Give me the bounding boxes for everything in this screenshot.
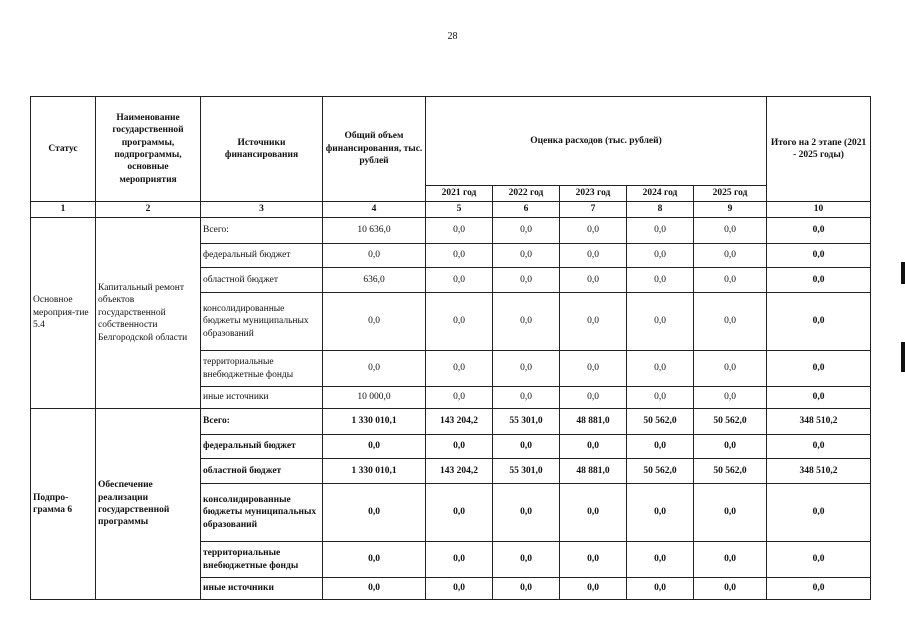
funding-source: областной бюджет — [201, 459, 323, 484]
year-amount: 0,0 — [694, 435, 767, 459]
year-amount: 0,0 — [426, 218, 493, 244]
year-amount: 0,0 — [560, 218, 627, 244]
year-amount: 50 562,0 — [694, 409, 767, 435]
year-amount: 0,0 — [694, 218, 767, 244]
column-index: 9 — [694, 202, 767, 218]
total-amount: 636,0 — [323, 268, 426, 293]
total-amount: 0,0 — [323, 542, 426, 578]
column-index: 8 — [627, 202, 694, 218]
funding-source: консолидированные бюджеты муниципальных образований — [201, 293, 323, 351]
year-amount: 0,0 — [493, 218, 560, 244]
header-year: 2025 год — [694, 186, 767, 202]
funding-source: Всего: — [201, 218, 323, 244]
year-amount: 0,0 — [493, 293, 560, 351]
column-index: 6 — [493, 202, 560, 218]
year-amount: 0,0 — [694, 484, 767, 542]
header-total: Общий объем финансирования, тыс. рублей — [323, 97, 426, 202]
itogo-amount: 348 510,2 — [767, 409, 871, 435]
year-amount: 0,0 — [560, 244, 627, 268]
year-amount: 0,0 — [694, 387, 767, 409]
scan-edge-mark — [901, 342, 905, 372]
funding-source: иные источники — [201, 387, 323, 409]
year-amount: 143 204,2 — [426, 459, 493, 484]
itogo-amount: 0,0 — [767, 435, 871, 459]
status-cell: Основное мероприя-тие 5.4 — [31, 218, 96, 409]
funding-source: федеральный бюджет — [201, 244, 323, 268]
itogo-amount: 0,0 — [767, 218, 871, 244]
year-amount: 0,0 — [493, 351, 560, 387]
year-amount: 0,0 — [694, 542, 767, 578]
column-index: 1 — [31, 202, 96, 218]
funding-source: областной бюджет — [201, 268, 323, 293]
total-amount: 1 330 010,1 — [323, 459, 426, 484]
scan-edge-mark — [901, 262, 905, 284]
header-name: Наименование государственной программы, подпрограммы, основные мероприятия — [96, 97, 201, 202]
total-amount: 10 000,0 — [323, 387, 426, 409]
year-amount: 0,0 — [560, 578, 627, 600]
total-amount: 0,0 — [323, 244, 426, 268]
year-amount: 0,0 — [627, 542, 694, 578]
financing-table — [30, 96, 871, 600]
program-name-cell: Капитальный ремонт объектов государственной собственности Белгородской области — [96, 218, 201, 409]
year-amount: 0,0 — [560, 435, 627, 459]
year-amount: 0,0 — [493, 244, 560, 268]
itogo-amount: 0,0 — [767, 542, 871, 578]
table-row — [31, 409, 871, 435]
year-amount: 50 562,0 — [627, 409, 694, 435]
year-amount: 0,0 — [493, 435, 560, 459]
column-index: 4 — [323, 202, 426, 218]
year-amount: 0,0 — [426, 542, 493, 578]
year-amount: 0,0 — [560, 351, 627, 387]
header-sources: Источники финансирования — [201, 97, 323, 202]
year-amount: 0,0 — [560, 293, 627, 351]
year-amount: 143 204,2 — [426, 409, 493, 435]
year-amount: 0,0 — [426, 387, 493, 409]
year-amount: 0,0 — [493, 578, 560, 600]
year-amount: 0,0 — [426, 351, 493, 387]
program-name-cell: Обеспечение реализации государственной программы — [96, 409, 201, 600]
year-amount: 50 562,0 — [627, 459, 694, 484]
header-status: Статус — [31, 97, 96, 202]
year-amount: 0,0 — [493, 484, 560, 542]
column-index: 3 — [201, 202, 323, 218]
year-amount: 0,0 — [694, 293, 767, 351]
total-amount: 0,0 — [323, 293, 426, 351]
year-amount: 48 881,0 — [560, 459, 627, 484]
total-amount: 10 636,0 — [323, 218, 426, 244]
page-number: 28 — [447, 31, 458, 42]
year-amount: 0,0 — [694, 351, 767, 387]
header-year: 2023 год — [560, 186, 627, 202]
itogo-amount: 0,0 — [767, 484, 871, 542]
year-amount: 0,0 — [426, 484, 493, 542]
itogo-amount: 0,0 — [767, 387, 871, 409]
year-amount: 0,0 — [426, 268, 493, 293]
table-body — [31, 202, 871, 600]
total-amount: 0,0 — [323, 484, 426, 542]
year-amount: 55 301,0 — [493, 409, 560, 435]
status-cell: Подпро-грамма 6 — [31, 409, 96, 600]
year-amount: 0,0 — [627, 244, 694, 268]
year-amount: 0,0 — [627, 435, 694, 459]
funding-source: территориальные внебюджетные фонды — [201, 351, 323, 387]
year-amount: 0,0 — [560, 542, 627, 578]
total-amount: 0,0 — [323, 351, 426, 387]
column-index: 5 — [426, 202, 493, 218]
year-amount: 0,0 — [627, 351, 694, 387]
year-amount: 0,0 — [694, 244, 767, 268]
year-amount: 0,0 — [426, 244, 493, 268]
year-amount: 0,0 — [426, 435, 493, 459]
header-year: 2021 год — [426, 186, 493, 202]
year-amount: 0,0 — [560, 268, 627, 293]
itogo-amount: 0,0 — [767, 578, 871, 600]
year-amount: 0,0 — [627, 218, 694, 244]
itogo-amount: 348 510,2 — [767, 459, 871, 484]
header-year: 2022 год — [493, 186, 560, 202]
year-amount: 0,0 — [627, 578, 694, 600]
funding-source: Всего: — [201, 409, 323, 435]
year-amount: 55 301,0 — [493, 459, 560, 484]
table-row — [31, 218, 871, 244]
year-amount: 0,0 — [493, 268, 560, 293]
year-amount: 0,0 — [694, 268, 767, 293]
year-amount: 0,0 — [560, 387, 627, 409]
year-amount: 0,0 — [627, 293, 694, 351]
itogo-amount: 0,0 — [767, 293, 871, 351]
header-estimate: Оценка расходов (тыс. рублей) — [426, 97, 767, 186]
year-amount: 0,0 — [426, 578, 493, 600]
total-amount: 0,0 — [323, 435, 426, 459]
total-amount: 0,0 — [323, 578, 426, 600]
itogo-amount: 0,0 — [767, 351, 871, 387]
total-amount: 1 330 010,1 — [323, 409, 426, 435]
funding-source: консолидированные бюджеты муниципальных образований — [201, 484, 323, 542]
year-amount: 0,0 — [426, 293, 493, 351]
year-amount: 50 562,0 — [694, 459, 767, 484]
itogo-amount: 0,0 — [767, 268, 871, 293]
column-index-row — [31, 202, 871, 218]
itogo-amount: 0,0 — [767, 244, 871, 268]
year-amount: 0,0 — [493, 542, 560, 578]
funding-source: федеральный бюджет — [201, 435, 323, 459]
year-amount: 48 881,0 — [560, 409, 627, 435]
year-amount: 0,0 — [694, 578, 767, 600]
header-year: 2024 год — [627, 186, 694, 202]
year-amount: 0,0 — [627, 484, 694, 542]
header-itogo: Итого на 2 этапе (2021 - 2025 годы) — [767, 97, 871, 202]
year-amount: 0,0 — [627, 268, 694, 293]
year-amount: 0,0 — [493, 387, 560, 409]
funding-source: иные источники — [201, 578, 323, 600]
column-index: 2 — [96, 202, 201, 218]
year-amount: 0,0 — [627, 387, 694, 409]
column-index: 7 — [560, 202, 627, 218]
year-amount: 0,0 — [560, 484, 627, 542]
column-index: 10 — [767, 202, 871, 218]
funding-source: территориальные внебюджетные фонды — [201, 542, 323, 578]
